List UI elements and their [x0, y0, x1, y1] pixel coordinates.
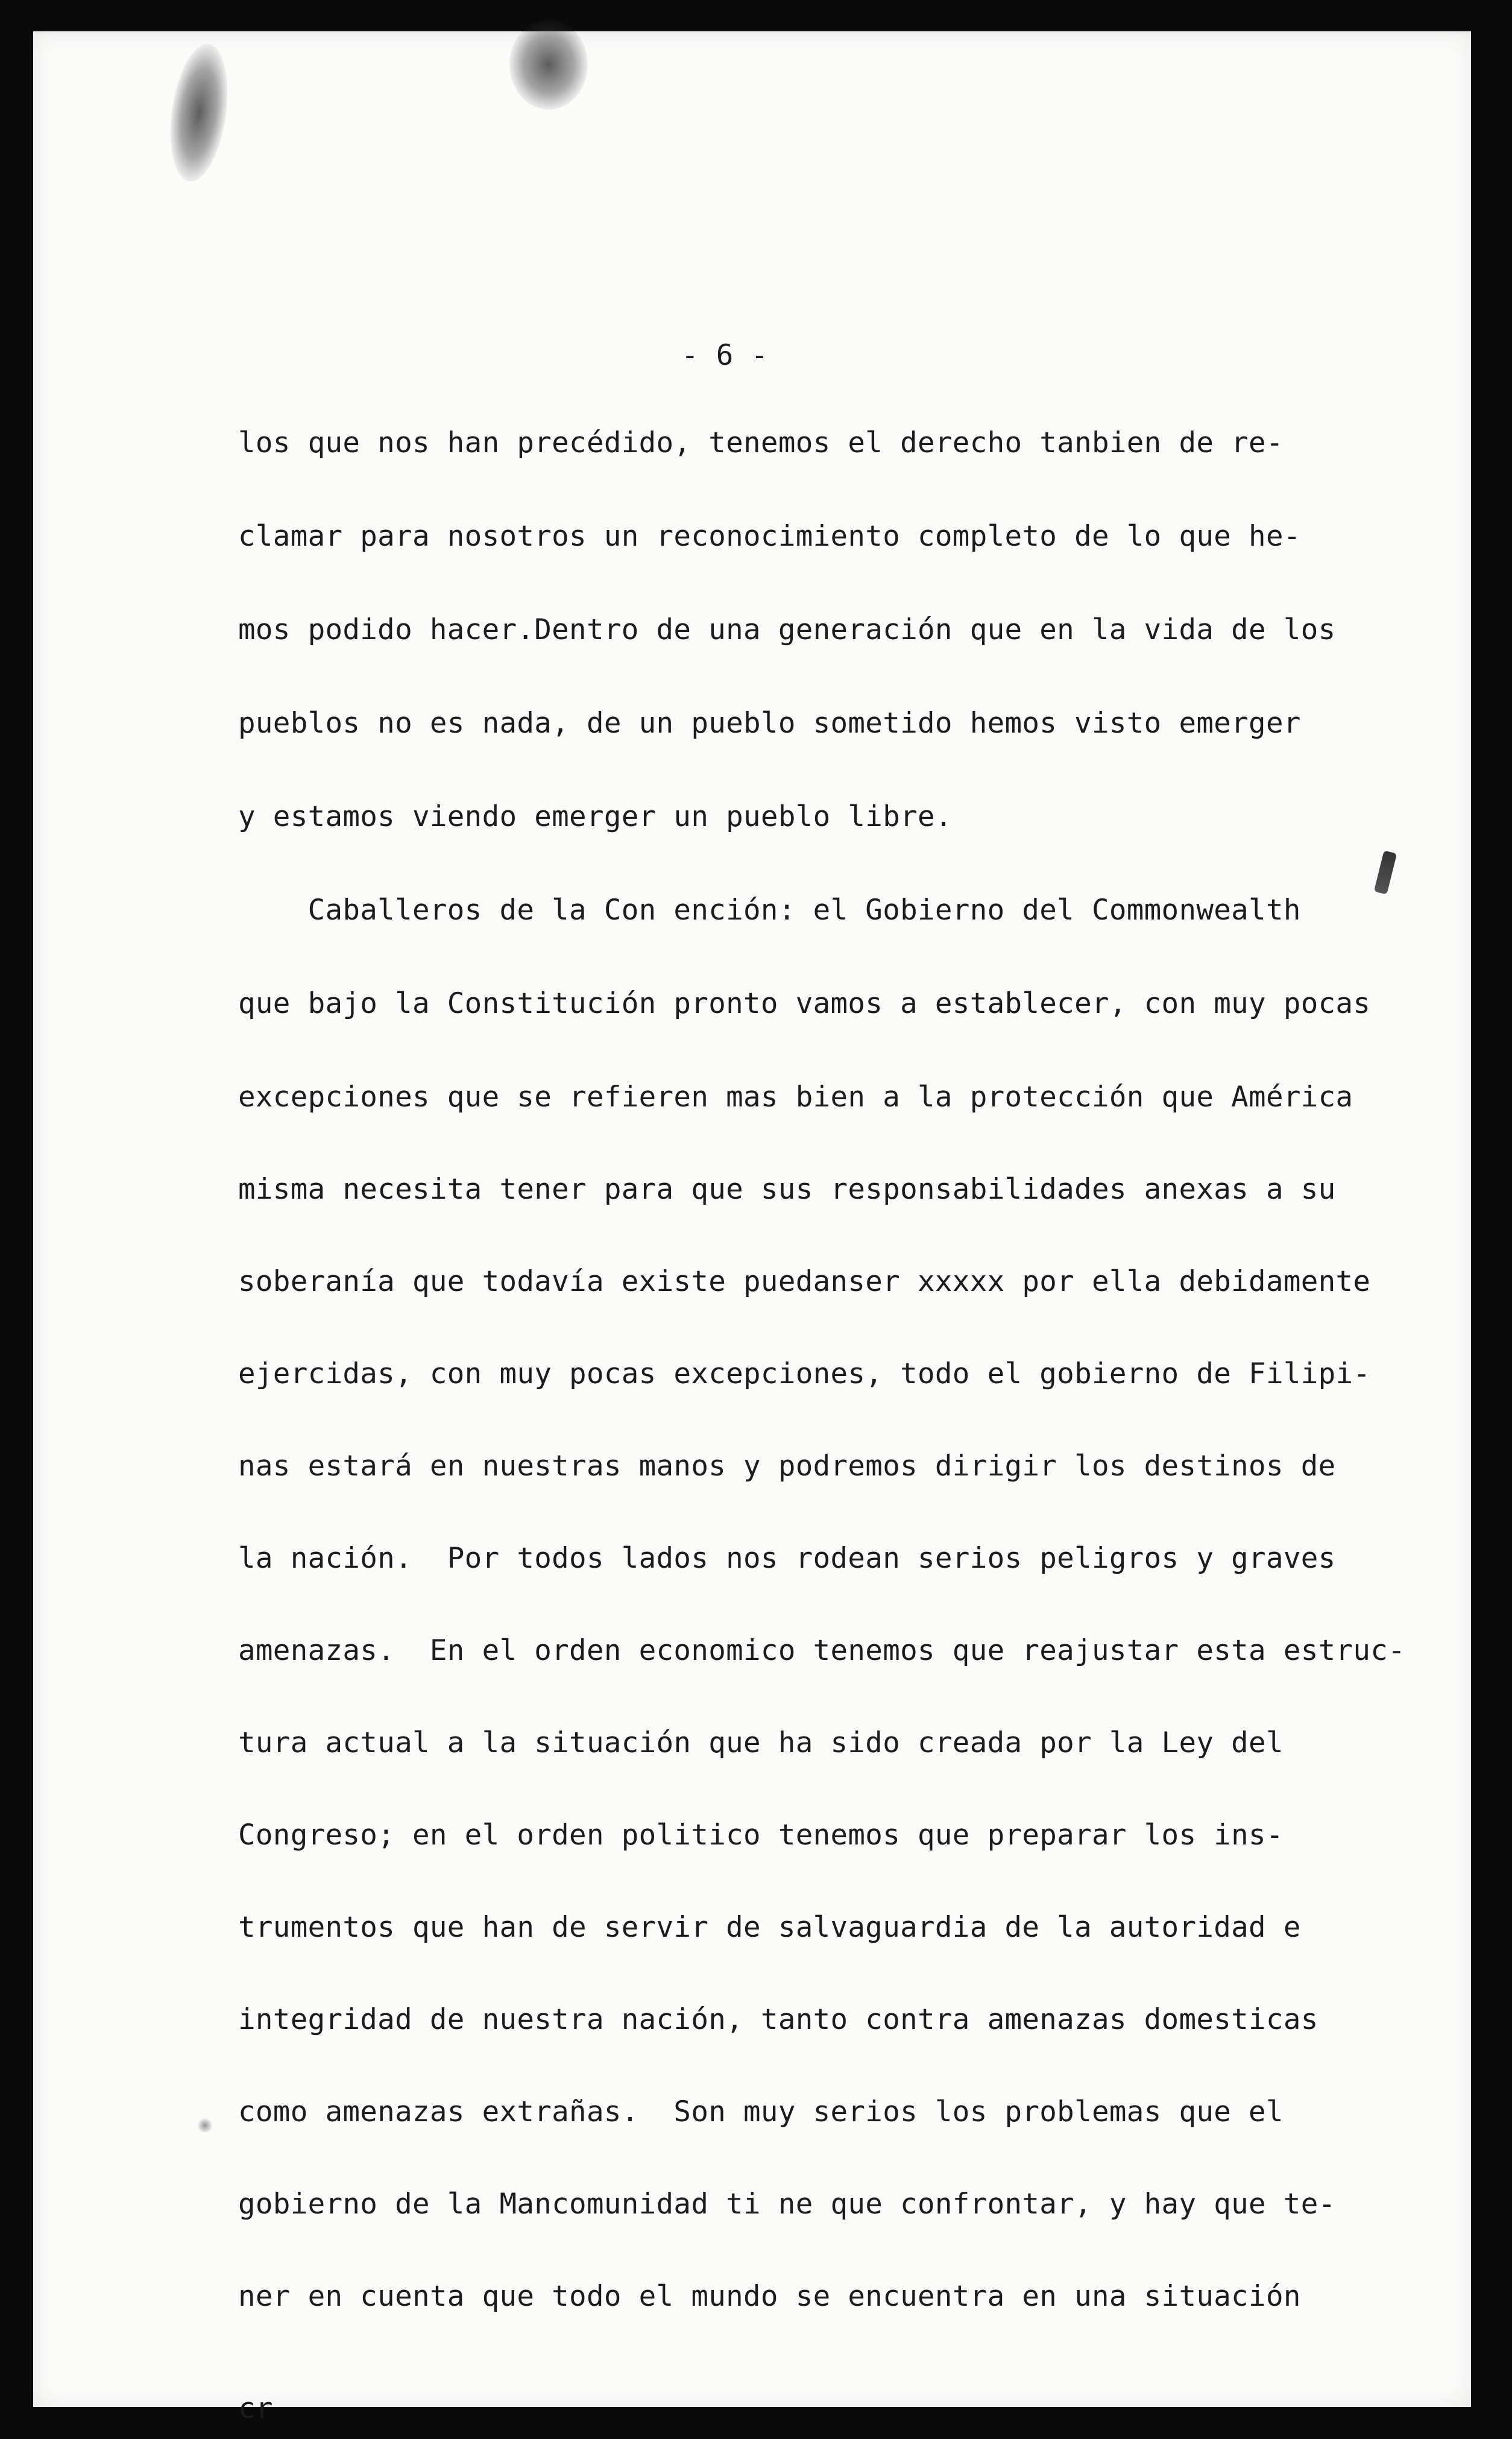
text-line: excepciones que se refieren mas bien a la protección que América: [238, 1081, 1353, 1114]
text-line: como amenazas extrañas. Son muy serios los problemas que el: [238, 2095, 1284, 2128]
text-line: soberanía que todavía existe puedanser xxxxx por ella debidamente: [238, 1265, 1371, 1298]
margin-pencil-mark: [1374, 850, 1397, 894]
text-line: ner en cuenta que todo el mundo se encuentra en una situación: [238, 2280, 1301, 2313]
text-line: ejercidas, con muy pocas excepciones, todo el gobierno de Filipi-: [238, 1357, 1371, 1390]
text-line: amenazas. En el orden economico tenemos que reajustar esta estruc-: [238, 1634, 1406, 1667]
text-line: nas estará en nuestras manos y podremos dirigir los destinos de: [238, 1450, 1336, 1483]
text-line: pueblos no es nada, de un pueblo sometido hemos visto emerger: [238, 707, 1301, 740]
text-line: mos podido hacer.Dentro de una generación que en la vida de los: [238, 613, 1336, 646]
ink-smudge-top: [509, 19, 588, 110]
text-line: clamar para nosotros un reconocimiento completo de lo que he-: [238, 520, 1301, 553]
typewritten-page: [33, 31, 1471, 2425]
text-line: que bajo la Constitución pronto vamos a establecer, con muy pocas: [238, 987, 1371, 1020]
text-line: gobierno de la Mancomunidad ti ne que confrontar, y hay que te-: [238, 2188, 1336, 2221]
text-line: los que nos han precédido, tenemos el derecho tanbien de re-: [238, 426, 1284, 459]
text-line: integridad de nuestra nación, tanto contra amenazas domesticas: [238, 2003, 1318, 2036]
text-line: trumentos que han de servir de salvaguardia de la autoridad e: [238, 1911, 1301, 1944]
text-line: cr: [238, 2392, 273, 2425]
ink-smudge-left: [162, 40, 235, 185]
text-line: la nación. Por todos lados nos rodean serios peligros y graves: [238, 1542, 1336, 1575]
ink-speck: [197, 2118, 213, 2133]
text-line: y estamos viendo emerger un pueblo libre.: [238, 800, 953, 833]
text-line: Congreso; en el orden politico tenemos que preparar los ins-: [238, 1819, 1284, 1852]
text-line: misma necesita tener para que sus responsabilidades anexas a su: [238, 1173, 1336, 1206]
text-line: tura actual a la situación que ha sido creada por la Ley del: [238, 1726, 1284, 1759]
page-number: - 6 -: [681, 339, 769, 372]
text-line: Caballeros de la Con ención: el Gobierno del Commonwealth: [238, 894, 1301, 927]
